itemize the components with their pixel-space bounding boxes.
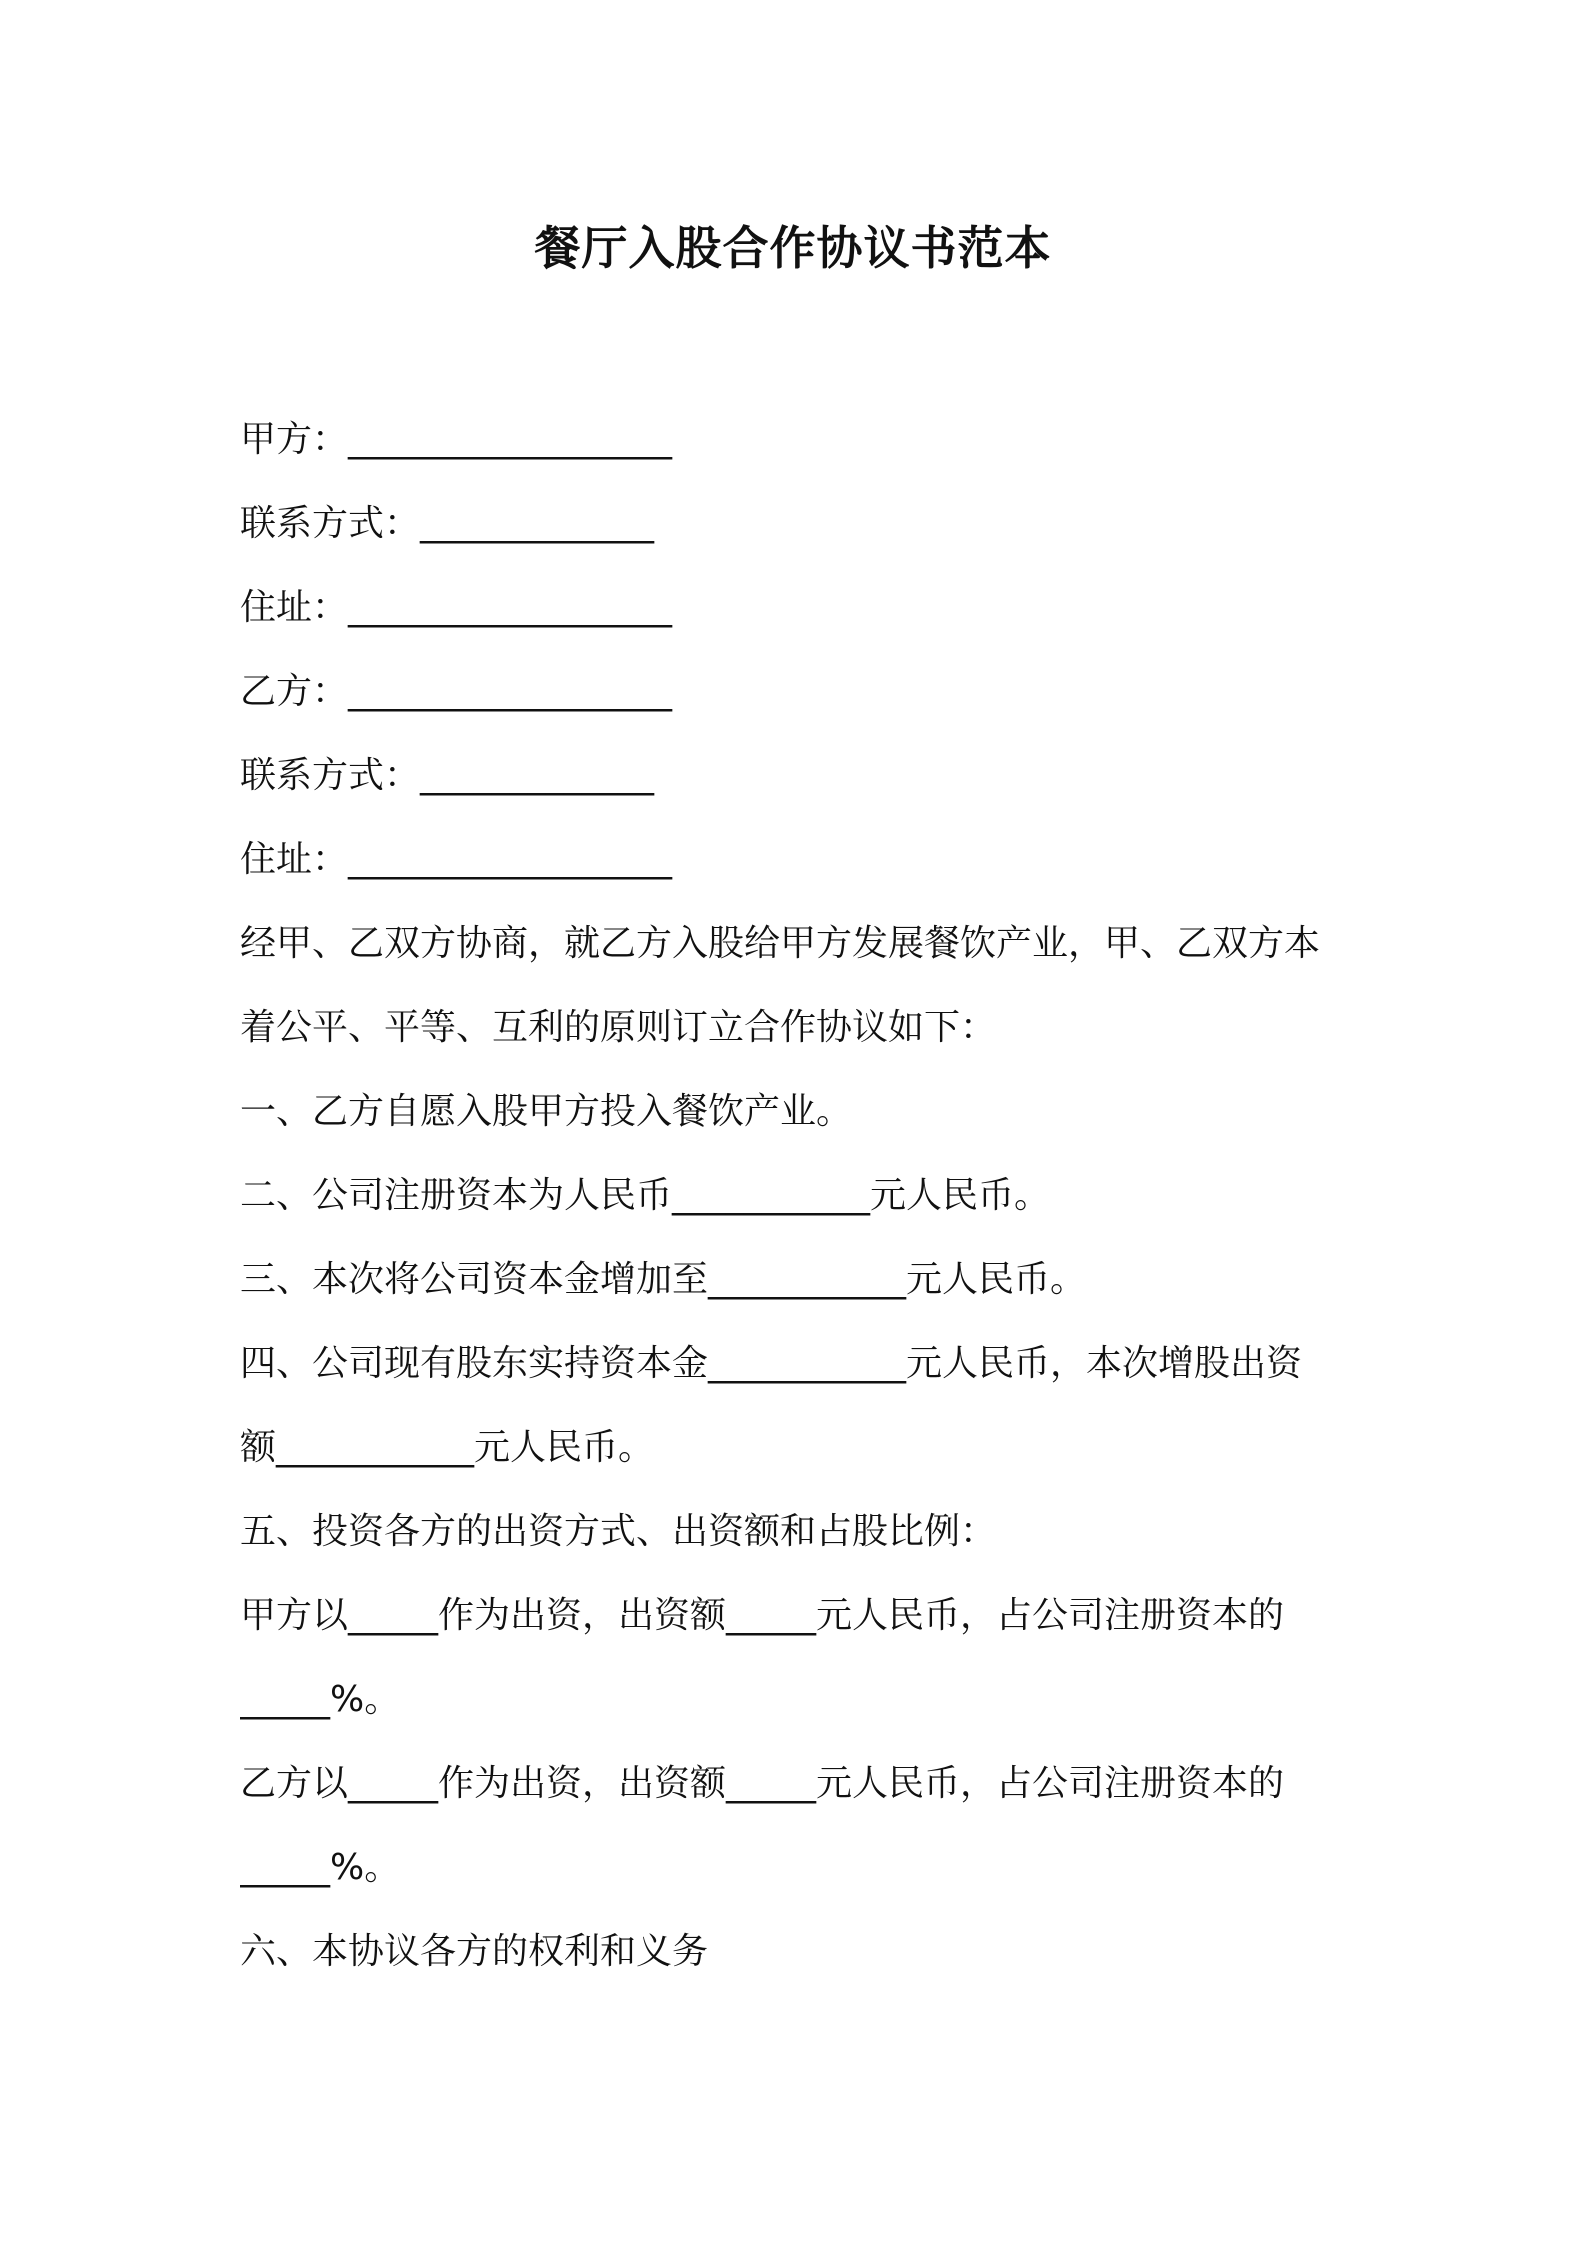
- clause-1: 一、乙方自愿入股甲方投入餐饮产业。: [240, 1091, 853, 1132]
- party-b-investment-line-2: _____%。: [240, 1847, 401, 1888]
- document-body: [240, 410, 1360, 2006]
- party-b-name-line: 乙方：__________________: [240, 671, 673, 712]
- party-a-address-line: 住址：__________________: [240, 587, 673, 628]
- party-a-contact-line: 联系方式：_____________: [240, 503, 655, 544]
- party-b-contact-line: 联系方式：_____________: [240, 755, 655, 796]
- clause-3: 三、本次将公司资本金增加至___________元人民币。: [240, 1259, 1087, 1300]
- preamble-line-2: 着公平、平等、互利的原则订立合作协议如下：: [240, 1007, 997, 1048]
- document-title: 餐厅入股合作协议书范本: [534, 221, 1052, 275]
- party-a-investment-line-1: 甲方以_____作为出资，出资额_____元人民币，占公司注册资本的: [240, 1595, 1285, 1636]
- party-a-name-line: 甲方：__________________: [240, 419, 673, 460]
- party-b-investment-line-1: 乙方以_____作为出资，出资额_____元人民币，占公司注册资本的: [240, 1763, 1285, 1804]
- clause-4-line-1: 四、公司现有股东实持资本金___________元人民币，本次增股出资: [240, 1343, 1303, 1384]
- party-b-address-line: 住址：__________________: [240, 839, 673, 880]
- clause-5-heading: 五、投资各方的出资方式、出资额和占股比例：: [240, 1511, 997, 1552]
- preamble-line-1: 经甲、乙双方协商，就乙方入股给甲方发展餐饮产业，甲、乙双方本: [240, 923, 1321, 964]
- clause-4-line-2: 额___________元人民币。: [240, 1427, 655, 1468]
- clause-6-heading: 六、本协议各方的权利和义务: [240, 1931, 709, 1972]
- party-a-investment-line-2: _____%。: [240, 1679, 401, 1720]
- clause-2: 二、公司注册资本为人民币___________元人民币。: [240, 1175, 1051, 1216]
